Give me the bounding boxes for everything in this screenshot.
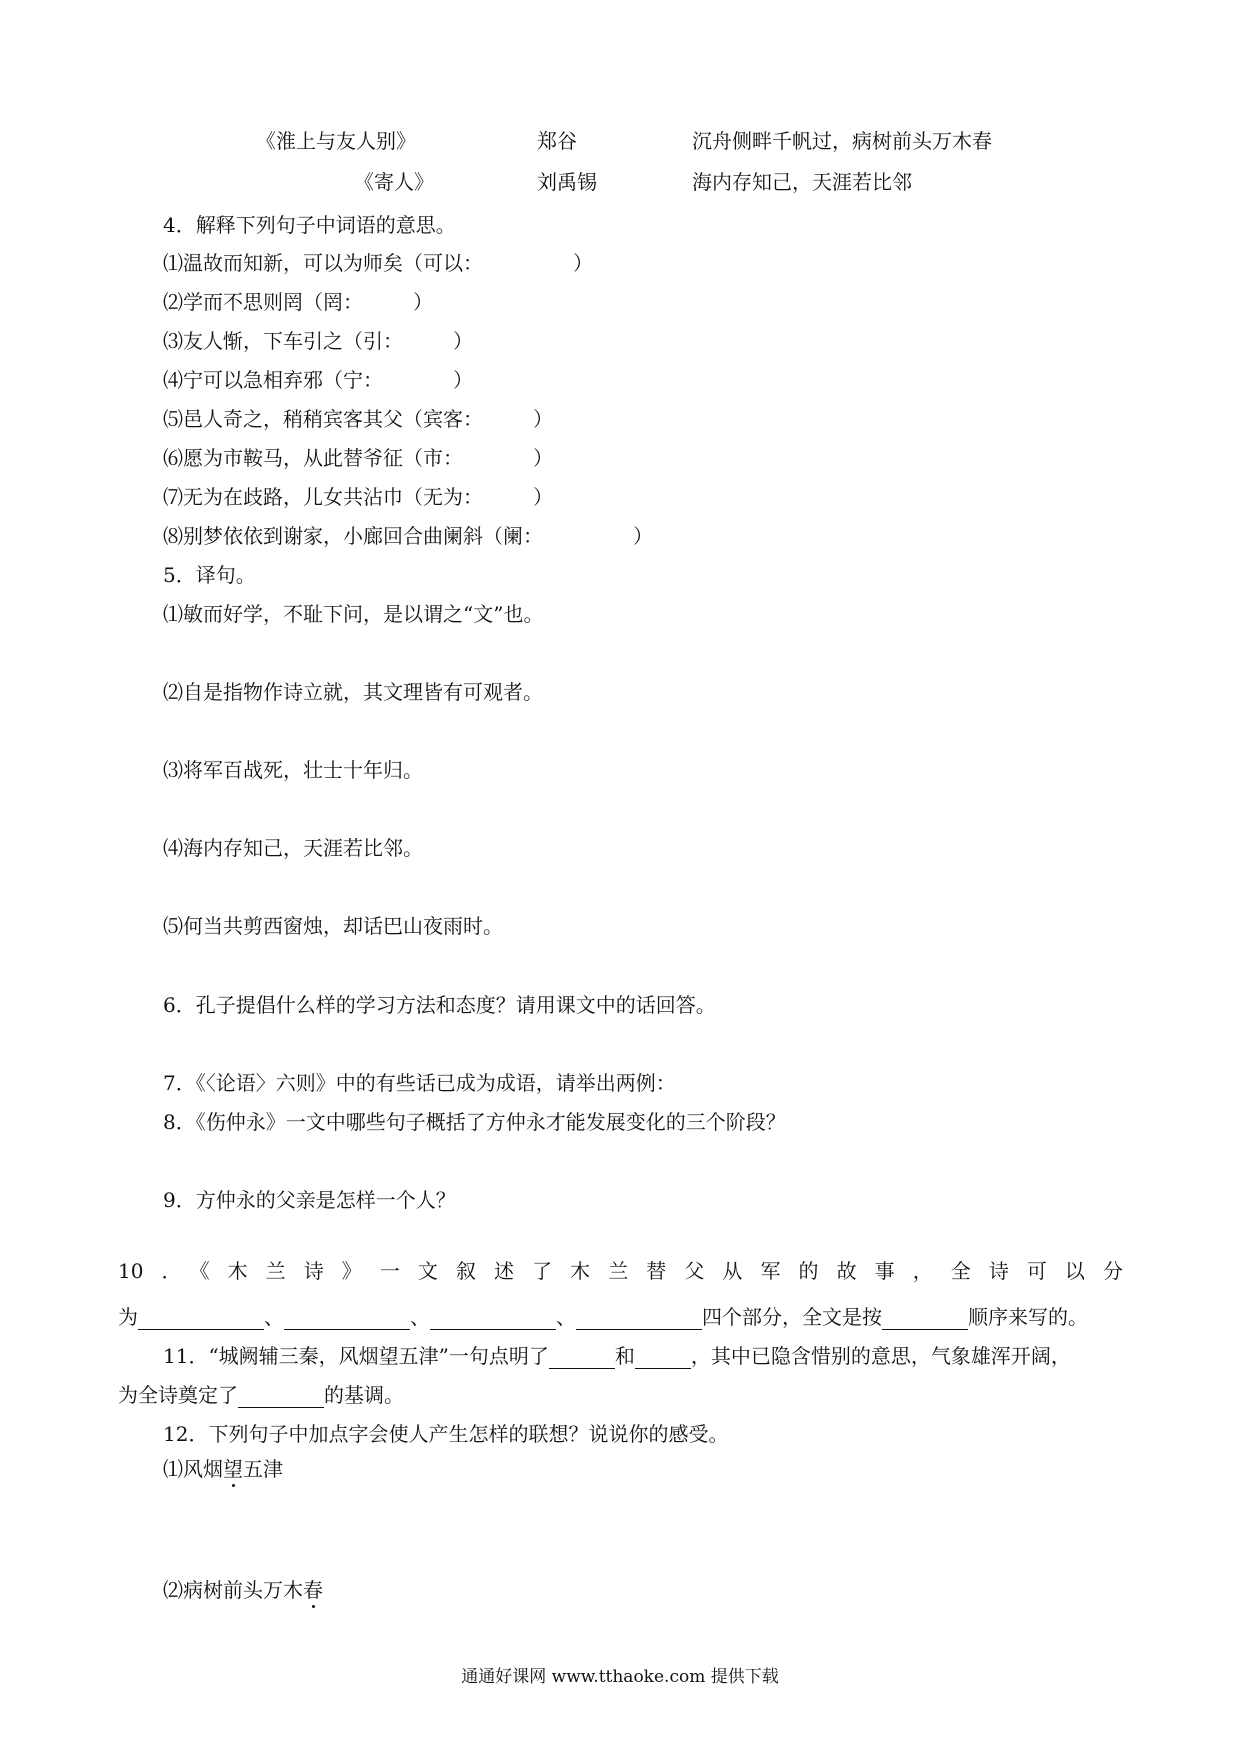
q6-text: 6．孔子提倡什么样的学习方法和态度？请用课文中的话回答。 (163, 993, 716, 1017)
q4-item: ⑵学而不思则罔（罔： ） (163, 290, 433, 314)
emphasis-dot-char: 望 (223, 1457, 243, 1481)
q5-item: ⑶将军百战死，壮士十年归。 (163, 758, 423, 782)
q4-item: ⑶友人惭，下车引之（引： ） (163, 329, 473, 353)
answer-blank[interactable] (138, 1309, 264, 1330)
q10-line1: 10．《木兰诗》一文叙述了木兰替父从军的故事，全诗可以分 (118, 1259, 1123, 1283)
q4-item: ⑻别梦依依到谢家，小廊回合曲阑斜（阑： ） (163, 524, 653, 548)
q5-item: ⑴敏而好学，不耻下问，是以谓之“文”也。 (163, 602, 544, 626)
answer-blank[interactable] (238, 1387, 324, 1408)
answer-blank[interactable] (284, 1309, 410, 1330)
q12-item-2: ⑵病树前头万木春 (163, 1578, 323, 1602)
answer-blank[interactable] (430, 1309, 556, 1330)
answer-blank[interactable] (882, 1309, 968, 1330)
q10-line2: 为 、 、 、 四个部分，全文是按 顺序来写的。 (118, 1305, 1088, 1329)
q5-heading: 5．译句。 (163, 563, 256, 587)
q11-line2: 为全诗奠定了 的基调。 (118, 1383, 404, 1407)
q4-item: ⑺无为在歧路，儿女共沾巾（无为： ） (163, 485, 553, 509)
q5-item: ⑵自是指物作诗立就，其文理皆有可观者。 (163, 680, 543, 704)
answer-blank[interactable] (549, 1348, 615, 1369)
footer-credit: 通通好课网 www.tthaoke.com 提供下载 (461, 1667, 779, 1687)
poem-author-2: 刘禹锡 (537, 170, 597, 194)
q5-item: ⑷海内存知己，天涯若比邻。 (163, 836, 423, 860)
q4-item: ⑷宁可以急相弃邪（宁： ） (163, 368, 473, 392)
q5-item: ⑸何当共剪西窗烛，却话巴山夜雨时。 (163, 914, 503, 938)
q4-item: ⑸邑人奇之，稍稍宾客其父（宾客： ） (163, 407, 553, 431)
emphasis-dot-char: 春 (303, 1578, 323, 1602)
poem-title-1: 《淮上与友人别》 (256, 129, 416, 153)
q7-text: 7．《〈论语〉六则》中的有些话已成为成语，请举出两例： (163, 1071, 676, 1095)
q12-item-1: ⑴风烟望五津 (163, 1457, 283, 1481)
answer-blank[interactable] (635, 1348, 691, 1369)
poem-title-2: 《寄人》 (354, 170, 434, 194)
q8-text: 8．《伤仲永》一文中哪些句子概括了方仲永才能发展变化的三个阶段？ (163, 1110, 786, 1134)
poem-author-1: 郑谷 (537, 129, 577, 153)
q4-item: ⑹愿为市鞍马，从此替爷征（市： ） (163, 446, 553, 470)
poem-line-2: 海内存知己，天涯若比邻 (692, 170, 912, 194)
q11-line1: 11．“城阙辅三秦，风烟望五津”一句点明了 和 ，其中已隐含惜别的意思，气象雄浑开阔， (163, 1344, 1071, 1368)
poem-line-1: 沉舟侧畔千帆过，病树前头万木春 (692, 129, 992, 153)
q9-text: 9．方仲永的父亲是怎样一个人？ (163, 1188, 456, 1212)
q4-heading: 4．解释下列句子中词语的意思。 (163, 213, 456, 237)
q4-item: ⑴温故而知新，可以为师矣（可以： ） (163, 251, 593, 275)
q12-heading: 12．下列句子中加点字会使人产生怎样的联想？说说你的感受。 (163, 1422, 729, 1446)
answer-blank[interactable] (576, 1309, 702, 1330)
